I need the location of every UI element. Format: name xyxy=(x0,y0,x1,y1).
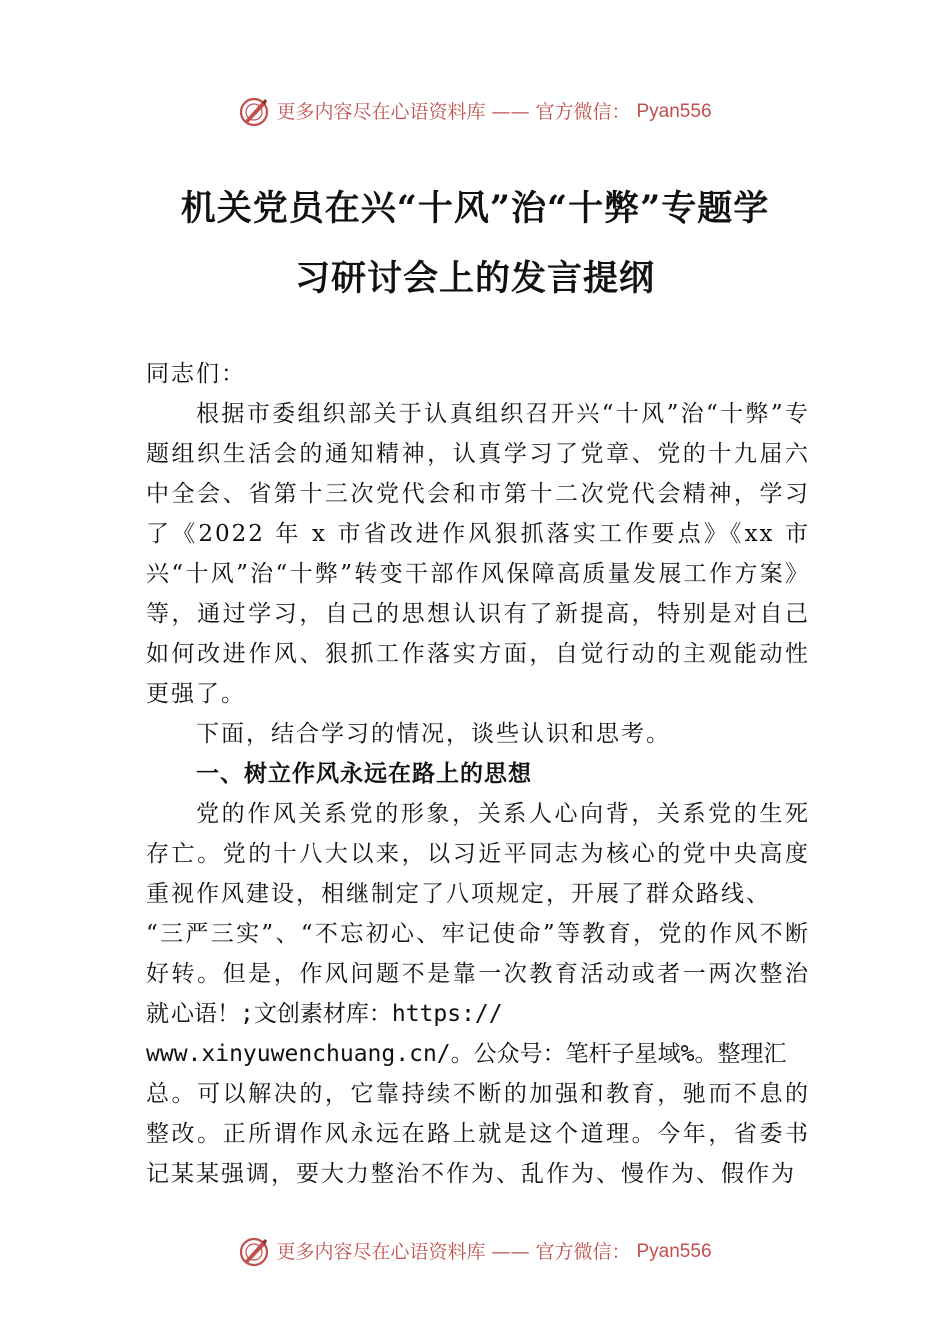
pen-logo-icon xyxy=(238,1236,270,1268)
paragraph-3-part-b: “三严三实”、“不忘初心、牢记使命”等教育，党的作风不断好转。但是，作风问题不是靠一次教育活动或者一两次整治就 xyxy=(146,921,810,1027)
section-heading-1: 一、树立作风永远在路上的思想 xyxy=(196,761,532,787)
watermark-account: Pyan556 xyxy=(636,101,712,122)
watermark-label: 官方微信： xyxy=(535,1241,631,1263)
watermark-account: Pyan556 xyxy=(636,1241,712,1262)
watermark-label: 官方微信： xyxy=(535,101,631,123)
watermark-brand: 更多内容尽在心语资料库 xyxy=(276,1241,486,1263)
document-title-line2: 习研讨会上的发言提纲 xyxy=(294,258,655,299)
paragraph-3 xyxy=(146,794,810,1194)
document-body xyxy=(146,354,810,1194)
header-watermark xyxy=(0,96,950,128)
paragraph-3-url-line: www.xinyuwenchuang.cn/。公众号：笔杆子星域%。整理汇 xyxy=(146,1041,787,1067)
watermark-dash: —— xyxy=(491,1241,530,1263)
paragraph-2: 下面，结合学习的情况，谈些认识和思考。 xyxy=(196,721,671,747)
watermark-brand: 更多内容尽在心语资料库 xyxy=(276,101,486,123)
document-title-line1: 机关党员在兴“十风”治“十弊”专题学 xyxy=(180,188,770,229)
paragraph-1: 根据市委组织部关于认真组织召开兴“十风”治“十弊”专题组织生活会的通知精神，认真学习了党章、党的十九届六中全会、省第十三次党代会和市第十二次党代会精神，学习了《2022 年 x 市省改进作风狠抓落实工作要点》《xx 市兴“十风”治“十弊”转变干部作风保障高质量发展工作方案》等，通过学习，自己的思想认识有了新提高，特别是对自己如何改进作风、狠抓工作落实方面，自觉行动的主观能动性更强了。 xyxy=(146,401,810,707)
paragraph-3-part-e: 总。可以解决的，它靠持续不断的加强和教育，驰而不息的整改。正所谓作风永远在路上就是这个道理。今年，省委书记某某强调，要大力整治不作为、乱作为、慢作为、假作为 xyxy=(146,1081,810,1187)
pen-logo-icon xyxy=(238,96,270,128)
footer-watermark xyxy=(0,1236,950,1268)
paragraph-3-inserted-ad: 心语！;文创素材库：https:// xyxy=(171,1001,503,1027)
salutation: 同志们： xyxy=(146,361,246,387)
paragraph-3-part-a: 党的作风关系党的形象，关系人心向背，关系党的生死存亡。党的十八大以来，以习近平同志为核心的党中央高度重视作风建设，相继制定了八项规定，开展了群众路线、 xyxy=(146,801,810,907)
watermark-dash: —— xyxy=(491,101,530,123)
